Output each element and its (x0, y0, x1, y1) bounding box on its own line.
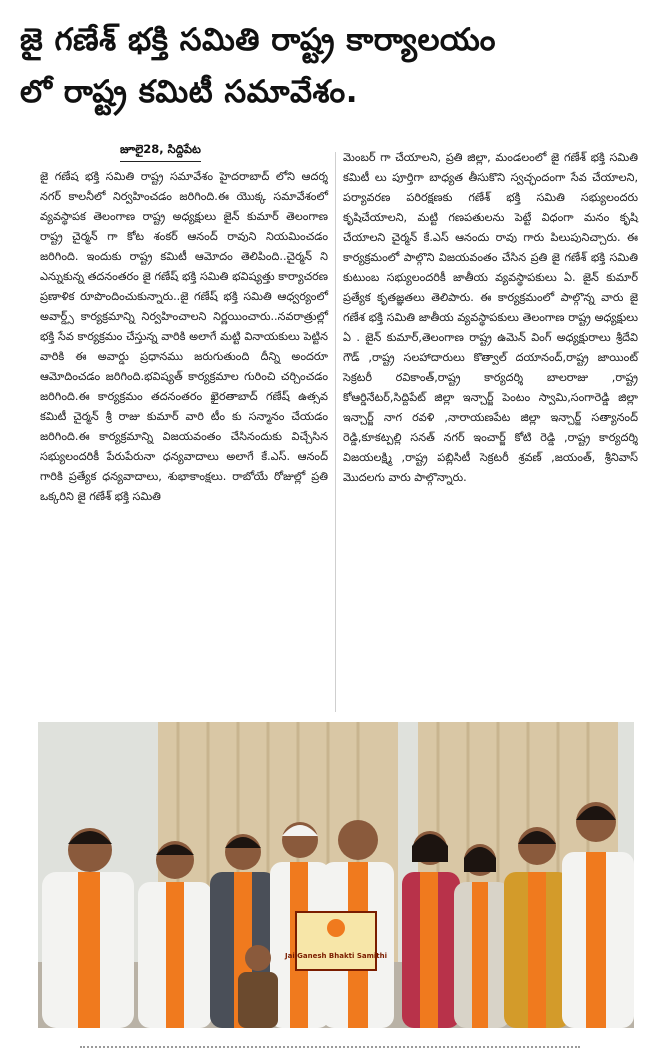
headline-line-2: లో రాష్ట్ర కమిటీ సమావేశం. (20, 74, 359, 110)
article-column-left: జై గణేష భక్తి సమితి రాష్ట్ర సమావేశం హైదరాబాద్ లోని ఆదర్శ నగర్ కాలనీలో నిర్వహించడం జరిగింది.ఈ యొక్క సమావేశంలో వ్యవస్థాపక తెలంగాణ రాష్ట్ర అధ్యక్షులు జైన్ కుమార్ తెలంగాణ రాష్ట్ర చైర్మన్ గా కోట శంకర్ ఆనంద్ రావుని నియమించడం జరిగింది. ఇందుకు రాష్ట్ర కమిటీ ఆమోదం తెలిపింది..చైర్మన్ ని ఎన్నుకున్న తదనంతరం జై గణేష్ భక్తి సమితి భవిష్యత్తు కార్యాచరణ ప్రణాళిక రూపొందించుకున్నారు..జై గణేష్ భక్తి సమితి ఆధ్వర్యంలో అవార్డ్స్ కార్యక్రమాన్ని నిర్వహించాలని నిర్ణయించారు..నవరాత్రుల్లో భక్తి సేవ కార్యక్రమం చేస్తున్న వారికి అలాగే మట్టి వినాయకులు పెట్టిన వారికి ఈ అవార్డు ప్రధానము జరుగుతుంది దీన్ని అందరూ ఆమోదించడం జరిగింది.భవిష్యత్ కార్యక్రమాల గురించి చర్చించడం జరిగింది.ఈ కార్యక్రమం తదనంతరం ఖైరతాబాద్ గణేష్ ఉత్సవ కమిటీ చైర్మన్ శ్రీ రాజు కుమార్ వారి టీం కు సన్మానం చేయడం జరిగింది.ఈ కార్యక్రమాన్ని విజయవంతం చేసినందుకు విచ్చేసిన సభ్యులందరికీ పేరుపేరునా ధన్యవాదాలు అలాగే కే.ఎస్. ఆనంద్ గారికి ప్రత్యేక ధన్యవాదాలు, శుభాకాంక్షలు. రాబోయే రోజుల్లో ప్రతి ఒక్కరిని జై గణేశ్ భక్తి సమితి (40, 170, 328, 503)
column-divider (335, 152, 336, 712)
headline-line-1: జై గణేశ్ భక్తి సమితి రాష్ట్ర కార్యాలయం (20, 22, 497, 58)
headline (20, 14, 645, 118)
news-photo (38, 722, 634, 1028)
presented-banner (284, 912, 387, 970)
dateline: జూలై28, సిద్దిపేట (120, 142, 201, 162)
article-column-right: మెంబర్ గా చేయాలని, ప్రతి జిల్లా, మండలంలో జై గణేశ్ భక్తి సమితి కమిటీ లు పూర్తిగా బాధ్యత తీసుకొని స్వచ్ఛందంగా సేవ చేయాలని, పర్యావరణ పరిరక్షణకు గణేశ్ భక్తి సమితి సభ్యులందరు కృషిచేయాలని, మట్టి గణపతులను పెట్టే విధంగా మనం కృషి చేయాలని చైర్మన్ కే.ఎస్ ఆనందు రావు గారు పిలుపునిచ్చారు. ఈ కార్యక్రమంలో పాల్గొని విజయవంతం చేసిన ప్రతి జై గణేశ్ భక్తి సమితి కుటుంబ సభ్యులందరికీ జాతీయ వ్యవస్థాపకులు ఏ. జైన్ కుమార్ ప్రత్యేక కృతజ్ఞతలు తెలిపారు. ఈ కార్యక్రమంలో పాల్గొన్న వారు జై గణేశ భక్తి సమితి జాతీయ వ్యవస్థాపకులు తెలంగాణ రాష్ట్ర అధ్యక్షులు ఏ . జైన్ కుమార్,తెలంగాణ రాష్ట్ర ఉమెన్ వింగ్ అధ్యక్షురాలు శ్రీదేవి గౌడ్ ,రాష్ట్ర సలహాదారులు కొత్వాల్ దయానంద్,రాష్ట్ర జాయింట్ సెక్రటరీ రవికాంత్,రాష్ట్ర కార్యదర్శి బాలరాజు ,రాష్ట్ర కోఆర్డినేటర్,సిద్దిపేట్ జిల్లా ఇన్చార్జ్ పెంటం స్వామి,సంగారెడ్డి జిల్లా ఇన్చార్జ్ నాగ రవళి ,నారాయణపేట జిల్లా ఇన్చార్జ్ సత్యానంద్ రెడ్డి,కూకట్పల్లి సనత్ నగర్ ఇంచార్జ్ కోటి రెడ్డి ,రాష్ట్ర కార్యదర్శి విజయలక్ష్మి ,రాష్ట్ర పబ్లిసిటీ సెక్రటరీ శ్రవణ్ ,జయంత్, శ్రీనివాస్ మొదలగు వారు పాల్గొన్నారు. (343, 151, 638, 484)
footer-dotted-rule (80, 1046, 580, 1048)
group-photo-illustration (38, 722, 634, 1028)
banner-text: Jai Ganesh Bhakti Samithi (284, 952, 388, 960)
